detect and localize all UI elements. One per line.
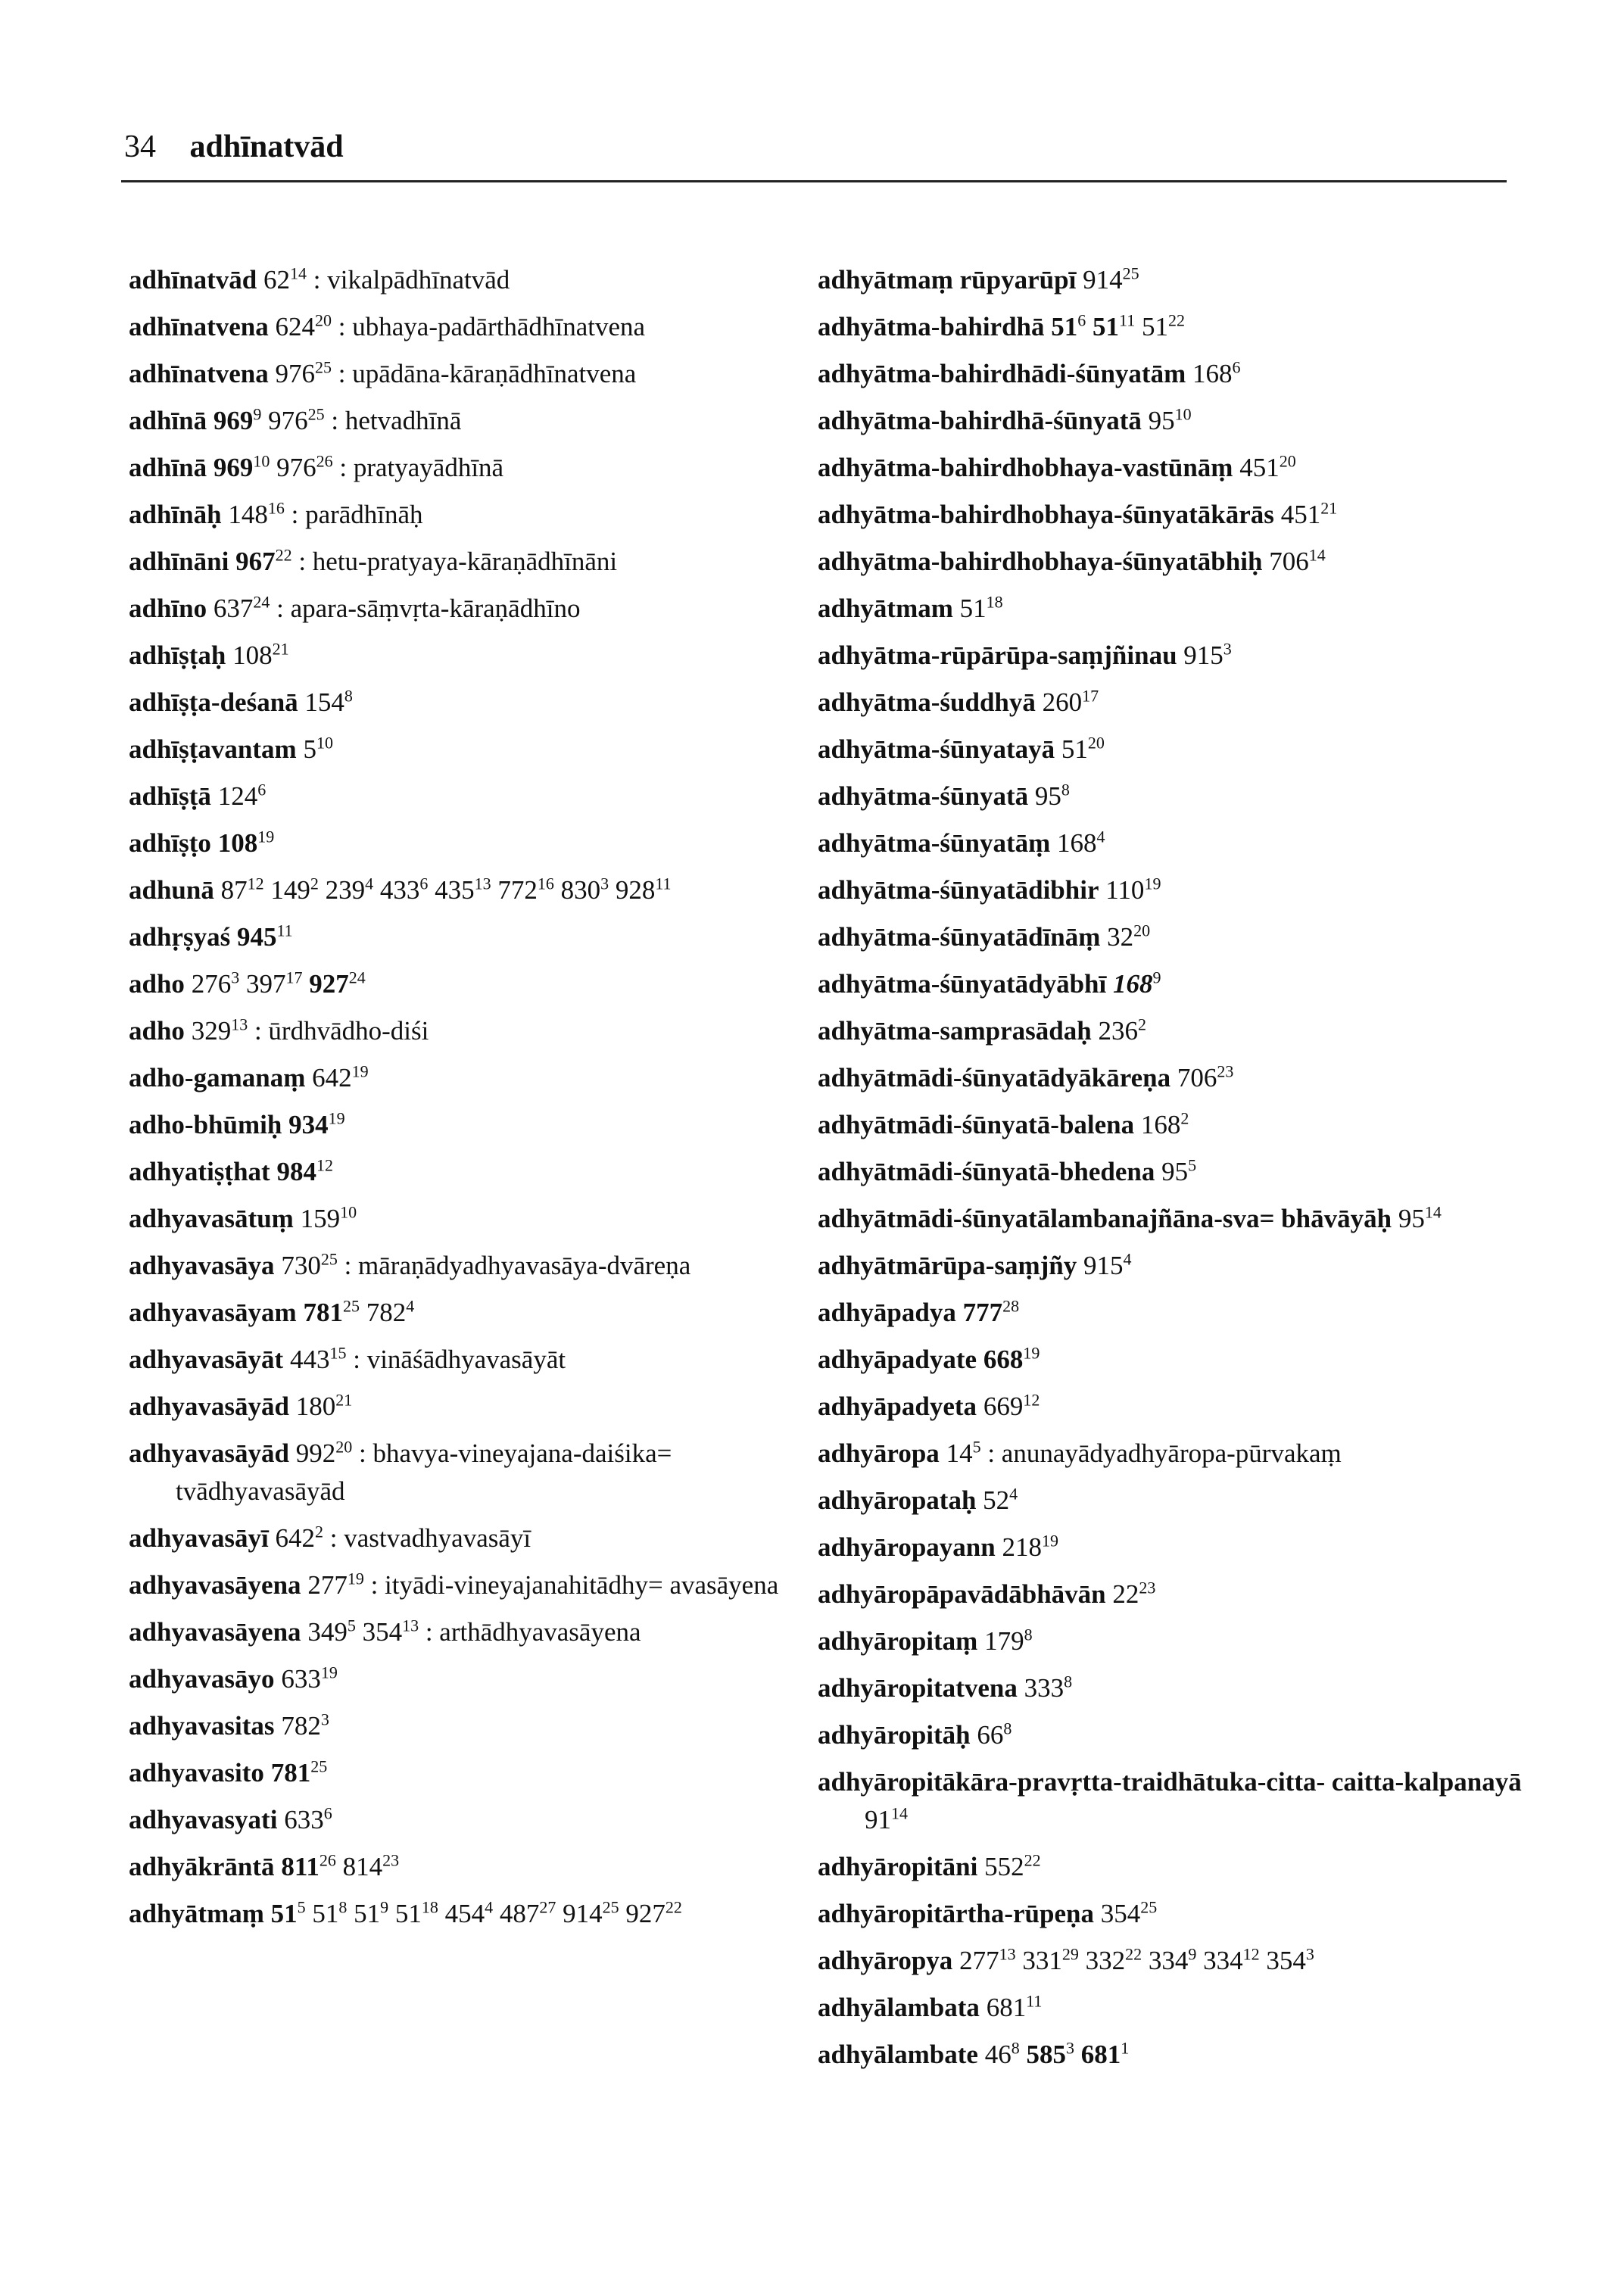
index-entry: adhyālambata $681^{11}$ bbox=[818, 1991, 1043, 2022]
index-entry: adhīnāni $967^{22}$ : hetu-pratyaya-kāraṇādhīnāni bbox=[129, 545, 618, 576]
index-entry: adhyātmam $51^{18}$ bbox=[818, 592, 1003, 623]
index-entry: adhīnā $969^{10}$ $976^{26}$ : pratyayādhīnā bbox=[129, 451, 504, 482]
index-entry: adho-gamanaṃ $642^{19}$ bbox=[129, 1061, 369, 1092]
index-entry: adhyavasāyo $633^{19}$ bbox=[129, 1663, 338, 1694]
index-entry: adhyātma-samprasādaḥ $236^2$ bbox=[818, 1015, 1146, 1046]
index-entry: adho $329^{13}$ : ūrdhvādho-diśi bbox=[129, 1015, 429, 1046]
index-entry: adhyāropitaṃ $179^8$ bbox=[818, 1625, 1033, 1656]
running-header bbox=[124, 129, 344, 165]
index-entry: adhyāropāpavādābhāvān $22^{23}$ bbox=[818, 1578, 1156, 1609]
index-entry: adhyatiṣṭhat $984^{12}$ bbox=[129, 1155, 333, 1186]
index-entry: adho $276^3$ $397^{17}$ $927^{24}$ bbox=[129, 968, 366, 999]
index-entry: adhīnatvena $976^{25}$ : upādāna-kāraṇādhīnatvena bbox=[129, 357, 637, 388]
index-entry: adhyavasāyād $180^{21}$ bbox=[129, 1390, 353, 1421]
index-entry: adhyāropataḥ $52^4$ bbox=[818, 1484, 1018, 1515]
index-entry: adhyātma-śuddhyā $260^{17}$ bbox=[818, 686, 1099, 717]
index-entry: adhīnāḥ $148^{16}$ : parādhīnāḥ bbox=[129, 498, 423, 529]
index-entry: adhīṣṭo $108^{19}$ bbox=[129, 827, 275, 858]
index-entry: adhyāropya $277^{13}$ $331^{29}$ $332^{22}$ $334^9$ $334^{12}$ $354^3$ bbox=[818, 1944, 1314, 1975]
index-entry: adhyātma-bahirdhobhaya-vastūnāṃ $451^{20}$ bbox=[818, 451, 1296, 482]
index-entry: adhyātma-bahirdhādi-śūnyatām $168^6$ bbox=[818, 357, 1241, 388]
index-entry: adhyātmārūpa-saṃjñy $915^4$ bbox=[818, 1249, 1132, 1280]
index-entry: adhyātma-śūnyatayā $51^{20}$ bbox=[818, 733, 1105, 764]
index-entry: adhyāropayann $218^{19}$ bbox=[818, 1531, 1058, 1562]
index-entry: adhyavasito $781^{25}$ bbox=[129, 1756, 328, 1788]
index-entry: adhīno $637^{24}$ : apara-sāṃvṛta-kāraṇādhīno bbox=[129, 592, 581, 623]
index-entry: adhyavasāyena $349^5$ $354^{13}$ : arthādhyavasāyena bbox=[129, 1616, 641, 1647]
right-column bbox=[818, 261, 1560, 2083]
index-entry: adhyātma-bahirdhā $51^6$ $51^{11}$ $51^{22}$ bbox=[818, 310, 1185, 341]
index-entry: adhīnatvena $624^{20}$ : ubhaya-padārthādhīnatvena bbox=[129, 310, 646, 341]
index-entry: adhyavasāyī $642^2$ : vastvadhyavasāyī bbox=[129, 1522, 531, 1553]
index-entry: adhyavasāyād $992^{20}$ : bhavya-vineyajana-daiśika= tvādhyavasāyād bbox=[129, 1437, 672, 1506]
index-entry: adhyātma-śūnyatādibhir $110^{19}$ bbox=[818, 874, 1161, 905]
index-entry: adhyāropitāḥ $66^8$ bbox=[818, 1719, 1012, 1750]
index-entry: adhyātmaṃ rūpyarūpī $914^{25}$ bbox=[818, 263, 1139, 295]
index-entry: adhyālambate $46^8$ $585^3$ $681^1$ bbox=[818, 2038, 1130, 2069]
index-entry: adhyātma-bahirdhā-śūnyatā $95^{10}$ bbox=[818, 404, 1192, 435]
index-entry: adhyavasāyena $277^{19}$ : ityādi-vineyajanahitādhy= avasāyena bbox=[129, 1569, 779, 1600]
index-entry: adhyavasitas $782^3$ bbox=[129, 1710, 329, 1741]
index-entry: adhyātma-bahirdhobhaya-śūnyatābhiḥ $706^{14}$ bbox=[818, 545, 1326, 576]
index-entry: adho-bhūmiḥ $934^{19}$ bbox=[129, 1108, 345, 1139]
index-entry: adhyātma-śūnyatādīnāṃ $32^{20}$ bbox=[818, 921, 1151, 952]
index-entry: adhyāropitāni $552^{22}$ bbox=[818, 1850, 1041, 1881]
index-entry: adhyavasyati $633^6$ bbox=[129, 1803, 332, 1834]
index-entry: adhyavasāyam $781^{25}$ $782^4$ bbox=[129, 1296, 415, 1327]
index-entry: adhyātma-bahirdhobhaya-śūnyatākārās $451^{21}$ bbox=[818, 498, 1338, 529]
index-entry: adhyāropa $14^5$ : anunayādyadhyāropa-pūrvakaṃ bbox=[818, 1437, 1342, 1468]
index-entry: adhīnā $969^9$ $976^{25}$ : hetvadhīnā bbox=[129, 404, 462, 435]
index-entry: adhyāropitākāra-pravṛtta-traidhātuka-citta- caitta-kalpanayā $91^{14}$ bbox=[818, 1767, 1522, 1834]
index-entry: adhyātmādi-śūnyatā-balena $168^2$ bbox=[818, 1108, 1189, 1139]
index-entry: adhyātma-rūpārūpa-saṃjñinau $915^3$ bbox=[818, 639, 1232, 670]
index-entry: adhyāropitatvena $333^8$ bbox=[818, 1672, 1073, 1703]
index-entry: adhyavasāyāt $443^{15}$ : vināśādhyavasāyāt bbox=[129, 1343, 566, 1374]
page-number: 34 bbox=[124, 129, 156, 164]
header-title: adhīnatvād bbox=[189, 129, 344, 164]
index-entry: adhīṣṭaḥ $108^{21}$ bbox=[129, 639, 289, 670]
index-entry: adhyātma-śūnyatā $95^8$ bbox=[818, 780, 1070, 811]
index-entry: adhyāpadyate $668^{19}$ bbox=[818, 1343, 1040, 1374]
index-entry: adhunā $87^{12}$ $149^2$ $239^4$ $433^6$ $435^{13}$ $772^{16}$ $830^3$ $928^{11}$ bbox=[129, 874, 672, 905]
left-column bbox=[129, 261, 825, 1942]
index-entry: adhyāropitārtha-rūpeṇa $354^{25}$ bbox=[818, 1897, 1158, 1928]
index-entry: adhyavasāya $730^{25}$ : māraṇādyadhyavasāya-dvāreṇa bbox=[129, 1249, 691, 1280]
index-entry: adhīṣṭavantam $5^{10}$ bbox=[129, 733, 333, 764]
index-entry: adhṛṣyaś $945^{11}$ bbox=[129, 921, 293, 952]
index-entry: adhyātma-śūnyatādyābhī $168^9$ bbox=[818, 968, 1161, 999]
index-entry: adhīṣṭā $124^6$ bbox=[129, 780, 267, 811]
index-entry: adhyāpadya $777^{28}$ bbox=[818, 1296, 1020, 1327]
index-entry: adhyātmaṃ $51^5$ $51^8$ $51^9$ $51^{18}$ $454^4$ $487^{27}$ $914^{25}$ $927^{22}$ bbox=[129, 1897, 682, 1928]
index-entry: adhyākrāntā $811^{26}$ $814^{23}$ bbox=[129, 1850, 400, 1881]
index-entry: adhīnatvād $62^{14}$ : vikalpādhīnatvād bbox=[129, 263, 510, 295]
index-entry: adhyātmādi-śūnyatā-bhedena $95^5$ bbox=[818, 1155, 1197, 1186]
header-rule bbox=[121, 180, 1507, 182]
index-entry: adhyavasātuṃ $159^{10}$ bbox=[129, 1202, 357, 1233]
index-entry: adhyātmādi-śūnyatādyākāreṇa $706^{23}$ bbox=[818, 1061, 1234, 1092]
index-entry: adhyātmādi-śūnyatālambanajñāna-sva= bhāvāyāḥ $95^{14}$ bbox=[818, 1202, 1442, 1233]
index-entry: adhīṣṭa-deśanā $154^8$ bbox=[129, 686, 353, 717]
index-entry: adhyātma-śūnyatāṃ $168^4$ bbox=[818, 827, 1105, 858]
index-entry: adhyāpadyeta $669^{12}$ bbox=[818, 1390, 1040, 1421]
